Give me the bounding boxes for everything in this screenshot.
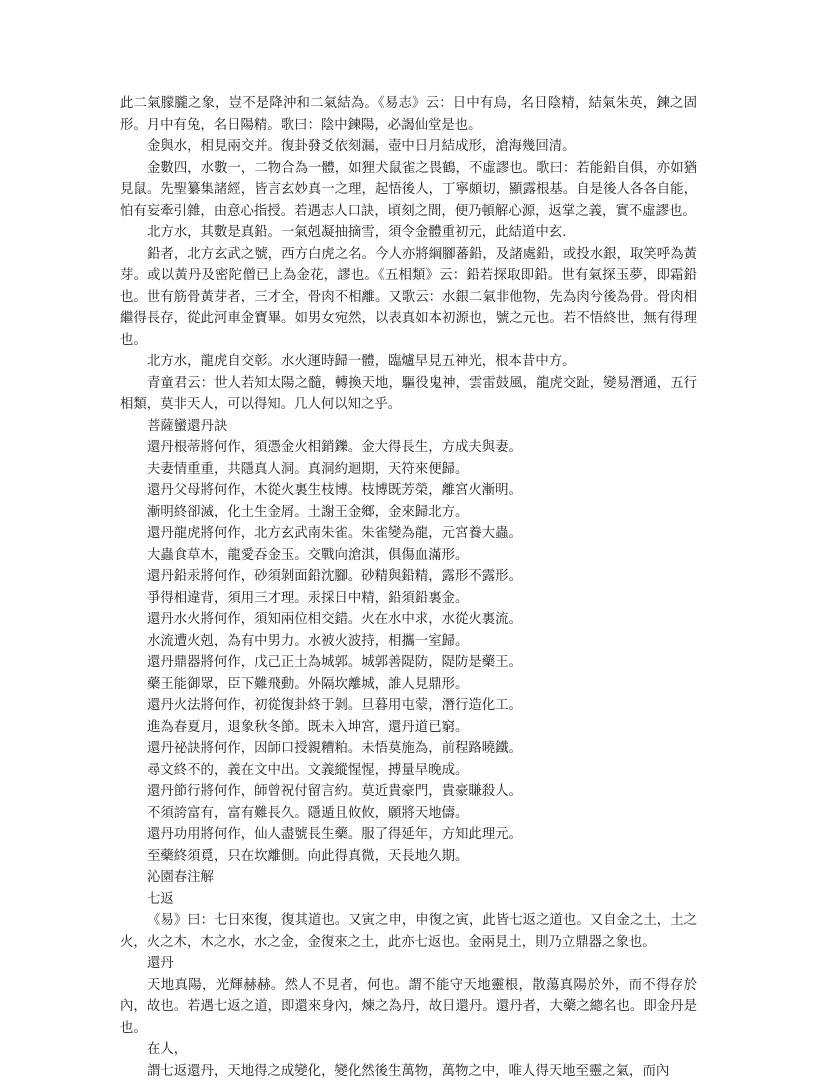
- section-heading-qinyuanchun: 沁園春注解: [120, 867, 697, 889]
- paragraph-2: 金與水，相見兩交并。復卦發爻依刻漏，壺中日月結成形，滄海幾回清。: [120, 136, 697, 158]
- verse-line: 還丹龍虎將何作，北方玄武南朱雀。朱雀變為龍，元宮養大蟲。: [120, 523, 697, 545]
- verse-line: 還丹根蒂將何作，須憑金火相銷鑠。金大得長生，方成夫與妻。: [120, 437, 697, 459]
- paragraph-4: 北方水，其數是真鉛。一氣剋凝抽摘雪，須令金體重初元，此結道中玄.: [120, 222, 697, 244]
- subheading-huandan: 還丹: [120, 953, 697, 975]
- verse-line: 還丹火法將何作，初從復卦終于剝。旦暮用屯蒙，潛行造化工。: [120, 695, 697, 717]
- verse-line: 還丹父母將何作，木從火裏生枝博。枝博既芳榮，離宮火漸明。: [120, 480, 697, 502]
- paragraph-zairen: 謂七返還丹，天地得之成變化，變化然後生萬物，萬物之中，唯人得天地至靈之氣，而內: [120, 1061, 697, 1082]
- paragraph-6: 北方水，龍虎自交彰。水火運時歸一體，臨爐早見五神光，根本昔中方。: [120, 351, 697, 373]
- verse-line: 不須誇富有，富有難長久。隱遁且攸攸，願將天地儔。: [120, 803, 697, 825]
- verse-line: 還丹節行將何作，師曾祝付留言約。莫近貴豪門，貴豪賺殺人。: [120, 781, 697, 803]
- verse-line: 水流遭火剋，為有中男力。水被火波持，相攜一室歸。: [120, 631, 697, 653]
- subheading-zairen: 在人，: [120, 1039, 697, 1061]
- verse-line: 大蟲食草木，龍愛吞金玉。交戰向滄淇，俱傷血滿形。: [120, 545, 697, 567]
- verse-line: 尋文終不的，義在文中出。文義縱惺惺，搏量早晚成。: [120, 760, 697, 782]
- paragraph-7: 青童君云：世人若知太陽之髓，轉換天地，驅役鬼神，雲雷鼓風，龍虎交趾，變易潛通，五行相類，莫非天人，可以得知。几人何以知之乎。: [120, 373, 697, 416]
- paragraph-1: 此二氣朦朧之象，豈不是降沖和二氣結為。《易志》云：日中有烏，名日陰精，結氣朱英，鍊之固形。月中有兔，名日陽精。歌曰：陰中鍊陽，必謁仙堂是也。: [120, 93, 697, 136]
- verse-line: 還丹祕訣將何作，因師口授親糟粕。未悟莫施為，前程路曉鐵。: [120, 738, 697, 760]
- verse-line: 藥王能御眾，臣下難飛動。外隔坎離城，誰人見鼎形。: [120, 674, 697, 696]
- verse-line: 還丹鼎器將何作，戊己正土為城郭。城郭善隄防，隄防是藥王。: [120, 652, 697, 674]
- verse-line: 還丹鉛汞將何作，砂須剝面鉛沈腳。砂精與鉛精，露形不露形。: [120, 566, 697, 588]
- subheading-qifan: 七返: [120, 889, 697, 911]
- document-page: [120, 93, 697, 1082]
- verse-line: 還丹水火將何作，須知兩位相交錯。火在水中求，水從火裏流。: [120, 609, 697, 631]
- paragraph-huandan: 天地真陽，光輝赫赫。然人不見者，何也。謂不能守天地靈根，散蕩真陽於外，而不得存於內，故也。若遇七返之道，即還來身內，煉之為丹，故日還丹。還丹者，大藥之總名也。即金丹是也。: [120, 975, 697, 1040]
- paragraph-5: 鉛者，北方玄武之號，西方白虎之名。今人亦將綱腳蕃鉛，及諸處鉛，或投水銀，取笑呼為黃芽。或以黃丹及密陀僧已上為金花，謬也。《五相類》云：鉛若探取即鉛。世有氣探玉夢，即霜鉛也。世有筋骨黃芽者，三才全，骨肉不相離。又歌云：水銀二氣非他物，先為肉兮後為骨。骨肉相繼得長存，從此河車金寶畢。如男女宛然，以表真如本初源也，號之元也。若不悟終世，無有得理也。: [120, 244, 697, 352]
- paragraph-qifan: 《易》曰：七日來復，復其道也。又寅之申，申復之寅，此皆七返之道也。又自金之土，土之火，火之木，木之水，水之金，金復來之土，此亦七返也。金兩見土，則乃立鼎器之象也。: [120, 910, 697, 953]
- verse-line: 至藥終須覓，只在坎離側。向此得真微，天長地久期。: [120, 846, 697, 868]
- section-heading-pusaman: 菩薩蠻還丹訣: [120, 416, 697, 438]
- verse-line: 進為春夏月，退象秋冬節。既未入坤宮，還丹道已窮。: [120, 717, 697, 739]
- verse-line: 還丹功用將何作，仙人盡號長生藥。服了得延年，方知此理元。: [120, 824, 697, 846]
- verse-line: 漸明終卻滅，化土生金屑。土謝王金鄉，金來歸北方。: [120, 502, 697, 524]
- verse-line: 夫妻情重重，共隱真人洞。真洞約迴期，天符來便歸。: [120, 459, 697, 481]
- paragraph-3: 金數四，水數一，二物合為一體，如狸犬鼠雀之畏鶴，不虛謬也。歌曰：若能鉛自俱，亦如猶見鼠。先聖纂集諸經，皆言玄妙真一之理，起悟後人，丁寧頗切，顯露根基。自是後人各各自能，怕有妄牽引雜，由意心指授。若遇志人口訣，頃刻之間，便乃頓解心源，返掌之義，實不虛謬也。: [120, 158, 697, 223]
- verse-line: 爭得相違背，須用三才理。汞採日中精，鉛須鉛裏金。: [120, 588, 697, 610]
